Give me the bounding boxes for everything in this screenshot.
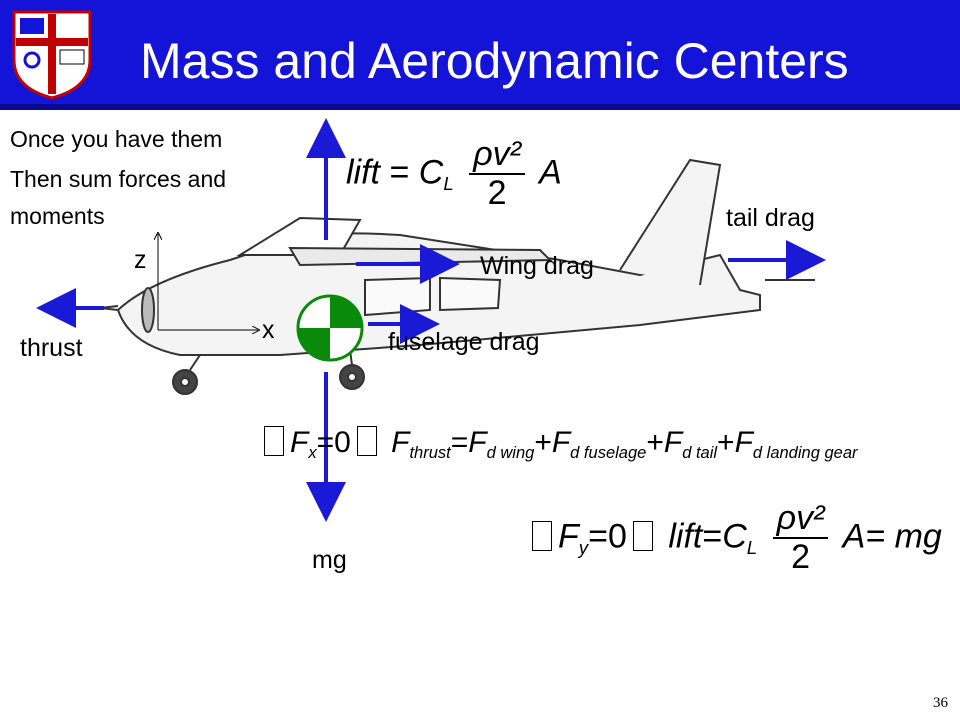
center-of-gravity-icon (298, 296, 362, 360)
implies-placeholder-icon (633, 521, 653, 551)
z-axis-label: z (134, 246, 147, 274)
x-axis-label: x (262, 316, 275, 344)
slide-title: Mass and Aerodynamic Centers (140, 33, 849, 89)
sigma-placeholder-icon (264, 426, 284, 456)
note-line-3: moments (10, 203, 105, 229)
note-line-2: Then sum forces and (10, 166, 227, 192)
note-line-1: Once you have them (10, 126, 223, 152)
thrust-label: thrust (20, 334, 83, 362)
sum-fx-equation: $F_x=0$ $F_{thrust}=F_{d wing}+F_{d fuselage}+F_{d tail}+F_{d landing gear}$ (258, 426, 858, 461)
sigma-placeholder-icon (532, 521, 552, 551)
sum-fy-equation: $F_y=0$ $lift=C_L$ $\frac{\text{ρv²}}{2}$ A= mg (526, 500, 942, 577)
implies-placeholder-icon (357, 426, 377, 456)
fuselage-drag-label: fuselage drag (388, 328, 540, 356)
weight-label: mg (312, 546, 347, 574)
wing-drag-label: Wing drag (480, 252, 594, 280)
lift-equation: lift = $C_L$ $\frac{\text{ρv²}}{2}$ A (346, 135, 562, 213)
university-crest-icon (10, 8, 94, 100)
slide-number: 36 (933, 695, 948, 711)
tail-drag-label: tail drag (726, 204, 815, 232)
